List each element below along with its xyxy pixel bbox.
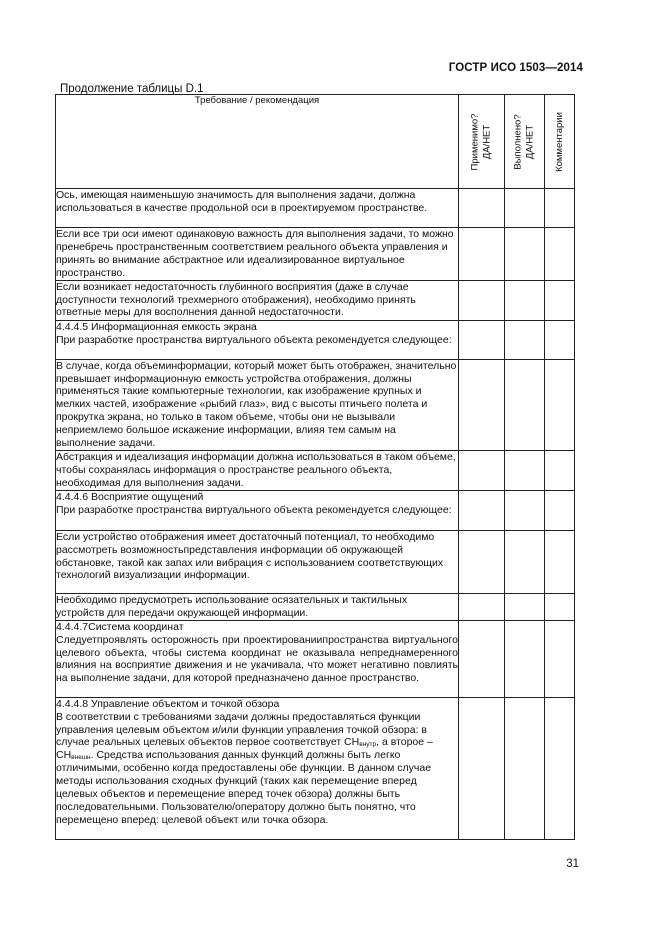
requirement-cell <box>56 697 459 839</box>
applicable-label: Применимо? <box>469 113 481 170</box>
done-cell[interactable] <box>505 450 545 490</box>
applicable-cell[interactable] <box>459 490 505 530</box>
requirement-text: Если устройство отображения имеет достаточный потенциал, то необходимо рассмотреть возможностьпредставления информации об окружающей обстановке, такой как запах или вибрация с использованием соответствующих технологий визуализации информации. <box>56 530 459 593</box>
comments-cell[interactable] <box>545 320 575 359</box>
table-row <box>56 593 575 620</box>
done-cell[interactable] <box>505 189 545 228</box>
applicable-cell[interactable] <box>459 320 505 359</box>
done-cell[interactable] <box>505 320 545 359</box>
section-heading: 4.4.4.6 Восприятие ощущений <box>56 490 204 503</box>
comments-cell[interactable] <box>545 228 575 281</box>
external-subscript: внешн <box>71 754 91 762</box>
done-values: ДА/НЕТ <box>524 124 536 159</box>
done-cell[interactable] <box>505 697 545 839</box>
requirement-text-part-1: В соответствии с требованиями задачи должны предоставляться функции управления целевым объектом и/или функции управления точкой обзора: в случае реальных целевых объектов первое соответствует СН <box>56 710 428 749</box>
column-header-comments <box>545 95 575 189</box>
table-row <box>56 228 575 281</box>
section-heading: 4.4.4.7Система координат <box>56 620 184 633</box>
requirement-text: Если все три оси имеют одинаковую важность для выполнения задачи, то можно пренебречь пространственным соответствием реального объекта управления и принять во внимание абстрактное или идеализированное виртуальное пространство. <box>56 228 459 281</box>
table-caption: Продолжение таблицы D.1 <box>60 83 204 95</box>
column-header-requirement: Требование / рекомендация <box>56 95 459 189</box>
table-row <box>56 450 575 490</box>
applicable-cell[interactable] <box>459 359 505 450</box>
column-header-applicable <box>459 95 505 189</box>
applicable-values: ДА/НЕТ <box>481 124 493 159</box>
applicable-cell[interactable] <box>459 593 505 620</box>
comments-cell[interactable] <box>545 490 575 530</box>
applicable-cell[interactable] <box>459 450 505 490</box>
table-row <box>56 530 575 593</box>
applicable-cell[interactable] <box>459 620 505 697</box>
requirement-cell <box>56 620 459 697</box>
comments-cell[interactable] <box>545 620 575 697</box>
table-row <box>56 280 575 320</box>
done-cell[interactable] <box>505 593 545 620</box>
done-cell[interactable] <box>505 490 545 530</box>
requirement-text: Ось, имеющая наименьшую значимость для выполнения задачи, должна использоваться в качестве продольной оси в проектируемом пространстве. <box>56 189 459 228</box>
requirement-text: Абстракция и идеализация информации должна использоваться в таком объеме, чтобы сохранялась информация о пространстве реального объекта, необходимая для выполнения задачи. <box>56 450 459 490</box>
comments-cell[interactable] <box>545 697 575 839</box>
requirement-cell <box>56 320 459 359</box>
done-cell[interactable] <box>505 530 545 593</box>
table-row <box>56 697 575 839</box>
requirement-text-part-3: . Средства использования данных функций должны быть легко отличимыми, особенно когда предоставлены обе функции. В данном случае методы использования сходных функций (таких как перемещение вперед целевых объектов и перемещение вперед точек обзора) должны быть последовательными. Пользователю/оператору должно быть понятно, что перемещено вперед: целевой объект или точка обзора. <box>56 749 432 826</box>
applicable-cell[interactable] <box>459 228 505 281</box>
section-heading: 4.4.4.8 Управление объектом и точкой обзора <box>56 697 280 710</box>
applicable-cell[interactable] <box>459 697 505 839</box>
requirement-text-part-2: , а второе – СН <box>56 736 433 762</box>
requirement-text: При разработке пространства виртуального объекта рекомендуется следующее: <box>56 503 452 516</box>
table-header-row <box>56 95 575 189</box>
comments-cell[interactable] <box>545 189 575 228</box>
requirement-text: Необходимо предусмотреть использование осязательных и тактильных устройств для передачи окружающей информации. <box>56 593 459 620</box>
table-row <box>56 320 575 359</box>
table-row <box>56 189 575 228</box>
comments-cell[interactable] <box>545 530 575 593</box>
applicable-cell[interactable] <box>459 280 505 320</box>
comments-label: Комментарии <box>553 111 565 172</box>
requirement-cell <box>56 490 459 530</box>
done-cell[interactable] <box>505 280 545 320</box>
done-cell[interactable] <box>505 359 545 450</box>
requirement-text: Следуетпроявлять осторожность при проектированиипространства виртуального целевого объекта, чтобы система координат не оказывала непреднамеренного влияния на восприятие движения и не укачивала, что может негативно повлиять на выполнение задачи, для которой предназначено данное пространство. <box>56 633 458 685</box>
section-heading: 4.4.4.5 Информационная емкость экрана <box>56 320 257 333</box>
comments-cell[interactable] <box>545 450 575 490</box>
applicable-cell[interactable] <box>459 530 505 593</box>
column-header-done <box>505 95 545 189</box>
page-number: 31 <box>566 858 579 870</box>
comments-cell[interactable] <box>545 359 575 450</box>
table-row <box>56 490 575 530</box>
comments-cell[interactable] <box>545 280 575 320</box>
requirement-text: При разработке пространства виртуального объекта рекомендуется следующее: <box>56 333 452 346</box>
table-row <box>56 359 575 450</box>
internal-subscript: внутр <box>359 741 377 749</box>
done-label: Выполнено? <box>512 113 524 170</box>
done-cell[interactable] <box>505 620 545 697</box>
document-header: ГОСТР ИСО 1503—2014 <box>448 62 583 74</box>
requirement-text: В случае, когда объеминформации, который может быть отображен, значительно превышает информационную емкость устройства отображения, должны применяться такие компьютерные технологии, как изображение крупных и мелких частей, изображение «рыбий глаз», вид с высоты птичьего полета и прокрутка экрана, но только в таком объеме, чтобы они не вызывали неприемлемо большое искажение информации, влияя тем самым на выполнение задачи. <box>56 359 459 450</box>
done-cell[interactable] <box>505 228 545 281</box>
table-row <box>56 620 575 697</box>
requirement-text: Если возникает недостаточность глубинного восприятия (даже в случае доступности технологий трехмерного отображения), необходимо принять ответные меры для восполнения данной недостаточности. <box>56 280 459 320</box>
requirements-table <box>55 94 575 840</box>
applicable-cell[interactable] <box>459 189 505 228</box>
comments-cell[interactable] <box>545 593 575 620</box>
